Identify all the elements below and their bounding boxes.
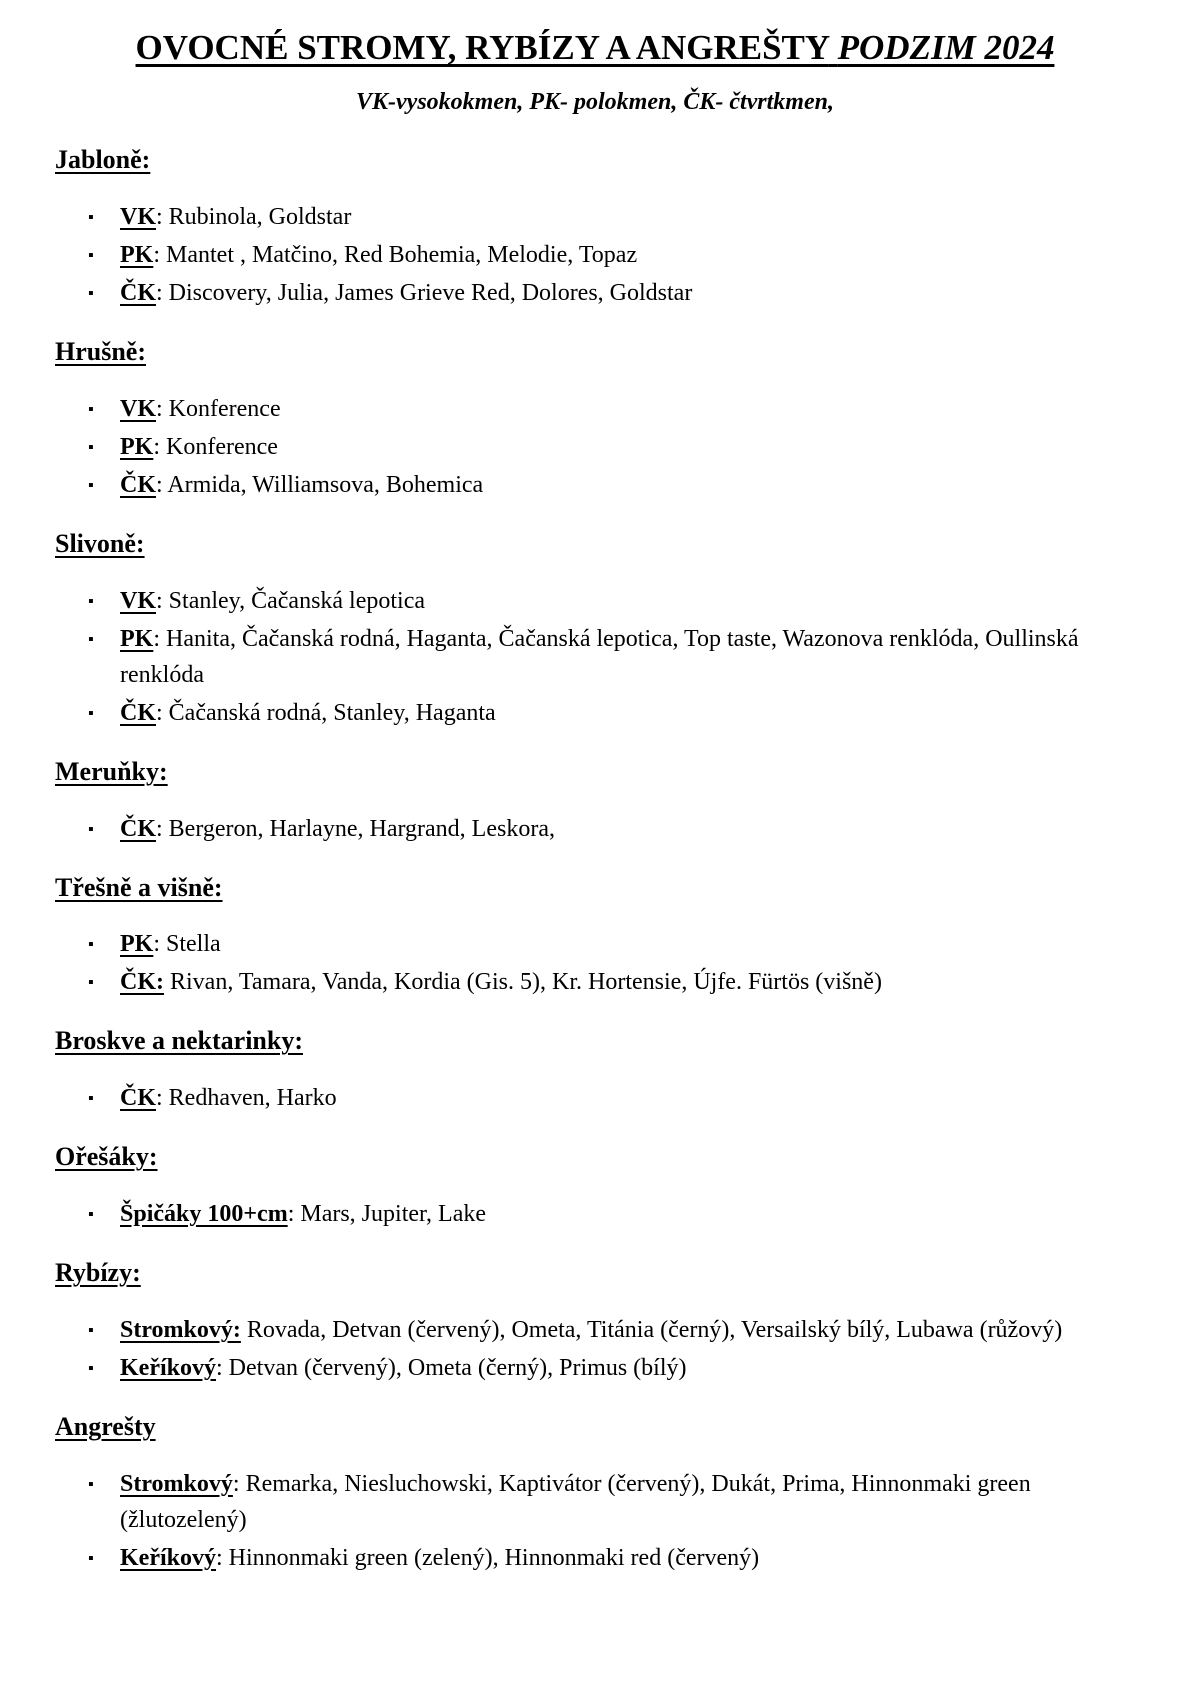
bullet-icon: ▪ <box>88 704 94 722</box>
section-heading <box>55 1410 1135 1444</box>
bullet-icon: ▪ <box>88 438 94 456</box>
item-label: Špičáky 100+cm <box>120 1200 288 1227</box>
bullet-icon: ▪ <box>88 476 94 494</box>
list-item <box>55 926 1135 962</box>
item-label: Stromkový: <box>120 1316 241 1343</box>
item-varieties: Konference <box>168 395 281 422</box>
item-varieties: Mars, Jupiter, Lake <box>300 1200 487 1227</box>
bullet-icon: ▪ <box>88 1321 94 1339</box>
item-varieties: Remarka, Niesluchowski, Kaptivátor (červený), Dukát, Prima, Hinnonmaki green (žlutozelený) <box>120 1470 1031 1533</box>
section-heading-text: Ořešáky: <box>55 1142 158 1172</box>
section-heading <box>55 143 1135 177</box>
section-heading <box>55 1256 1135 1290</box>
item-separator: : <box>156 395 169 422</box>
item-varieties: Hinnonmaki green (zelený), Hinnonmaki red (červený) <box>228 1544 760 1571</box>
page-title-year: PODZIM 2024 <box>837 28 1055 67</box>
item-label: ČK <box>120 471 156 498</box>
bullet-icon: ▪ <box>88 1359 94 1377</box>
list-item <box>55 621 1135 693</box>
section-list <box>55 1080 1135 1116</box>
item-label: PK <box>120 625 154 652</box>
section-heading-text: Angrešty <box>55 1411 156 1441</box>
document-subtitle: VK-vysokokmen, PK- polokmen, ČK- čtvrtkmen, <box>356 88 834 115</box>
section-heading-text: Jabloně: <box>55 145 151 175</box>
item-separator: : <box>153 625 166 652</box>
page-title-underline <box>136 28 1055 67</box>
item-label: PK <box>120 931 154 958</box>
item-label: ČK <box>120 699 156 726</box>
list-item <box>55 1312 1135 1348</box>
item-varieties: Čačanská rodná, Stanley, Haganta <box>168 699 496 726</box>
item-separator: : <box>216 1544 229 1571</box>
item-label: PK <box>120 242 154 269</box>
list-item <box>55 391 1135 427</box>
section-list <box>55 811 1135 847</box>
item-varieties: Hanita, Čačanská rodná, Haganta, Čačanská lepotica, Top taste, Wazonova renklóda, Oullinská renklóda <box>120 625 1079 688</box>
bullet-icon: ▪ <box>88 1090 94 1108</box>
item-separator: : <box>156 471 168 498</box>
item-separator: : <box>156 280 169 307</box>
item-label: VK <box>120 395 156 422</box>
section-list <box>55 1312 1135 1386</box>
bullet-icon: ▪ <box>88 247 94 265</box>
section-heading-text: Slivoně: <box>55 528 145 558</box>
section-list <box>55 926 1135 1000</box>
section-heading-text: Broskve a nektarinky: <box>55 1026 303 1056</box>
item-label: VK <box>120 587 156 614</box>
item-separator: : <box>156 204 169 231</box>
sections-container <box>55 143 1135 1575</box>
item-separator: : <box>156 1085 169 1112</box>
item-label: Stromkový <box>120 1470 233 1497</box>
list-item <box>55 583 1135 619</box>
list-item <box>55 1080 1135 1116</box>
list-item <box>55 811 1135 847</box>
list-item <box>55 1466 1135 1538</box>
item-varieties: Discovery, Julia, James Grieve Red, Dolores, Goldstar <box>168 280 693 307</box>
list-item <box>55 275 1135 311</box>
item-separator: : <box>153 433 166 460</box>
list-item <box>55 964 1135 1000</box>
item-separator: : <box>156 587 169 614</box>
bullet-icon: ▪ <box>88 1205 94 1223</box>
section-heading <box>55 335 1135 369</box>
bullet-icon: ▪ <box>88 209 94 227</box>
section-list <box>55 1196 1135 1232</box>
bullet-icon: ▪ <box>88 285 94 303</box>
item-varieties: Stella <box>166 931 221 958</box>
item-varieties: Redhaven, Harko <box>168 1085 337 1112</box>
bullet-icon: ▪ <box>88 820 94 838</box>
item-label: ČK: <box>120 969 164 996</box>
item-separator: : <box>153 931 166 958</box>
item-varieties: Detvan (červený), Ometa (černý), Primus (bílý) <box>228 1354 687 1381</box>
section-list <box>55 199 1135 311</box>
section-list <box>55 391 1135 503</box>
section-heading <box>55 1140 1135 1174</box>
item-separator: : <box>232 1470 246 1497</box>
section-heading <box>55 1024 1135 1058</box>
section-heading <box>55 755 1135 789</box>
list-item <box>55 199 1135 235</box>
item-label: PK <box>120 433 154 460</box>
item-separator: : <box>216 1354 229 1381</box>
item-label: ČK <box>120 815 156 842</box>
list-item <box>55 1196 1135 1232</box>
bullet-icon: ▪ <box>88 1549 94 1567</box>
item-label: ČK <box>120 1085 156 1112</box>
item-label: ČK <box>120 280 156 307</box>
bullet-icon: ▪ <box>88 974 94 992</box>
item-varieties: Rubinola, Goldstar <box>168 204 352 231</box>
section-heading <box>55 871 1135 905</box>
bullet-icon: ▪ <box>88 400 94 418</box>
list-item <box>55 695 1135 731</box>
item-varieties: Bergeron, Harlayne, Hargrand, Leskora, <box>168 815 555 842</box>
item-varieties: Mantet , Matčino, Red Bohemia, Melodie, Topaz <box>166 242 638 269</box>
page-title-text: OVOCNÉ STROMY, RYBÍZY A ANGREŠTY <box>135 28 829 67</box>
bullet-icon: ▪ <box>88 592 94 610</box>
section-heading-text: Hrušně: <box>55 337 146 367</box>
page-title <box>55 26 1135 70</box>
section-list <box>55 1466 1135 1576</box>
list-item <box>55 467 1135 503</box>
bullet-icon: ▪ <box>88 630 94 648</box>
bullet-icon: ▪ <box>88 1475 94 1493</box>
item-label: VK <box>120 204 156 231</box>
item-varieties: Armida, Williamsova, Bohemica <box>167 471 484 498</box>
section-heading-text: Meruňky: <box>55 756 168 786</box>
item-separator: : <box>153 242 166 269</box>
section-heading-text: Rybízy: <box>55 1257 141 1287</box>
item-separator: : <box>287 1200 301 1227</box>
section-list <box>55 583 1135 731</box>
list-item <box>55 1540 1135 1576</box>
list-item <box>55 1350 1135 1386</box>
section-heading <box>55 527 1135 561</box>
item-varieties: Konference <box>166 433 278 460</box>
bullet-icon: ▪ <box>88 936 94 954</box>
item-label: Keříkový <box>120 1354 216 1381</box>
item-separator: : <box>156 815 169 842</box>
item-varieties: Stanley, Čačanská lepotica <box>168 587 426 614</box>
section-heading-text: Třešně a višně: <box>55 872 223 902</box>
item-varieties: Rovada, Detvan (červený), Ometa, Titánia (černý), Versailský bílý, Lubawa (růžový) <box>246 1316 1063 1343</box>
item-varieties: Rivan, Tamara, Vanda, Kordia (Gis. 5), Kr. Hortensie, Újfe. Fürtös (višně) <box>170 969 882 996</box>
list-item <box>55 237 1135 273</box>
list-item <box>55 429 1135 465</box>
item-separator: : <box>156 699 169 726</box>
item-label: Keříkový <box>120 1544 216 1571</box>
